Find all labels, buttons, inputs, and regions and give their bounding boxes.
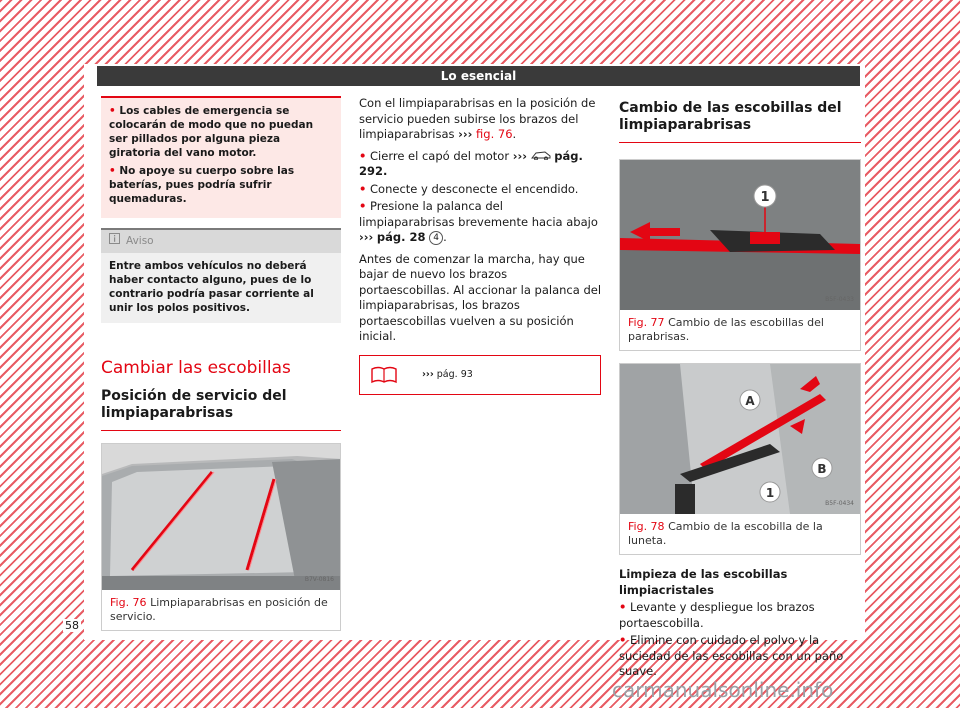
page-ref-link[interactable]: pág. 292. xyxy=(359,148,583,178)
figure-code: B5F-0433 xyxy=(825,295,854,303)
hood-icon xyxy=(531,149,555,163)
callout-1: 1 xyxy=(760,190,770,205)
figure-code: B7V-0816 xyxy=(304,575,334,583)
list-item: • Cierre el capó del motor ››› pág. 292. xyxy=(359,148,583,178)
page-ref-link[interactable]: pág. 28 xyxy=(376,230,426,244)
figure-77-image xyxy=(620,160,860,310)
section-heading: Cambio de las escobillas del limpiaparabrisas xyxy=(619,100,861,143)
figure-77 xyxy=(619,159,861,351)
column-left xyxy=(101,96,341,631)
figure-78-image xyxy=(620,364,860,514)
warning-box xyxy=(101,96,341,218)
caption-text: Cambio de la escobilla de la luneta. xyxy=(628,520,823,547)
arrow-ref-icon: ››› xyxy=(512,148,527,163)
figure-76-caption xyxy=(102,590,340,630)
callout-number: 4 xyxy=(429,231,443,245)
bullet-icon: • xyxy=(359,199,367,213)
bullet-icon: • xyxy=(619,633,627,647)
bullet-icon: • xyxy=(359,181,367,196)
note-box xyxy=(101,228,341,323)
column-right xyxy=(619,96,861,682)
figure-label: Fig. 78 xyxy=(628,520,665,533)
caption-text: Limpiaparabrisas en posición de servicio. xyxy=(110,596,328,623)
figure-76-image xyxy=(102,444,340,590)
list-item: • Presione la palanca del limpiaparabrisas brevemente hacia abajo ››› pág. 28 4 . xyxy=(359,199,598,244)
reference-box xyxy=(359,355,601,395)
figure-label: Fig. 76 xyxy=(110,596,147,609)
bullet-icon: • xyxy=(359,148,367,163)
warning-item: • No apoye su cuerpo sobre las baterías, pues podría sufrir quemaduras. xyxy=(109,165,295,205)
list-item: • Elimine con cuidado el polvo y la suciedad de las escobillas con un paño suave. xyxy=(619,633,844,678)
callout-1: 1 xyxy=(765,486,775,500)
intro-paragraph: Con el limpiaparabrisas en la posición de servicio pueden subirse los brazos del limpiaparabrisas ››› fig. 76. xyxy=(359,96,596,141)
bullet-icon: • xyxy=(109,105,116,117)
book-icon xyxy=(370,364,400,391)
list-item: • Levante y despliegue los brazos portaescobilla. xyxy=(619,600,815,630)
reference-link[interactable]: ››› pág. 93 xyxy=(422,368,473,380)
callout-b: B xyxy=(817,462,827,476)
warning-item: • Los cables de emergencia se colocarán de modo que no puedan ser pillados por alguna pieza giratoria del vano motor. xyxy=(109,105,314,159)
subsection-title: Posición de servicio del limpiaparabrisas xyxy=(101,388,341,431)
info-icon xyxy=(109,233,120,250)
figure-76 xyxy=(101,443,341,631)
page-header: Lo esencial xyxy=(97,66,860,86)
bullet-icon: • xyxy=(619,600,627,614)
figure-code: B5F-0434 xyxy=(825,499,854,507)
figure-78 xyxy=(619,363,861,555)
arrow-ref-icon: ››› xyxy=(422,368,434,380)
note-text: Entre ambos vehículos no deberá haber contacto alguno, pues de lo contrario podría pasar corriente al unir los polos positivos. xyxy=(109,259,314,314)
callout-a: A xyxy=(745,394,755,408)
note-header xyxy=(101,230,341,253)
page-number: 58 xyxy=(65,619,79,632)
arrow-ref-icon: ››› xyxy=(458,127,473,141)
column-middle xyxy=(359,96,601,395)
watermark: carmanualsonline.info xyxy=(612,678,834,702)
arrow-ref-icon: ››› xyxy=(359,230,374,244)
subheading: Limpieza de las escobillas limpiacristales xyxy=(619,567,788,597)
figure-label: Fig. 77 xyxy=(628,316,665,329)
list-item: • Conecte y desconecte el encendido. xyxy=(359,181,579,196)
section-title: Cambiar las escobillas xyxy=(101,357,291,378)
bullet-icon: • xyxy=(109,165,116,177)
figure-78-caption xyxy=(620,514,860,554)
caption-text: Cambio de las escobillas del parabrisas. xyxy=(628,316,824,343)
figure-ref-link[interactable]: fig. 76 xyxy=(476,127,513,141)
body-paragraph: Antes de comenzar la marcha, hay que bajar de nuevo los brazos portaescobillas. Al accionar la palanca del limpiaparabrisas, los brazos portaescobillas vuelven a su posición inicial. xyxy=(359,251,602,343)
note-title: Aviso xyxy=(126,234,154,247)
figure-77-caption xyxy=(620,310,860,350)
